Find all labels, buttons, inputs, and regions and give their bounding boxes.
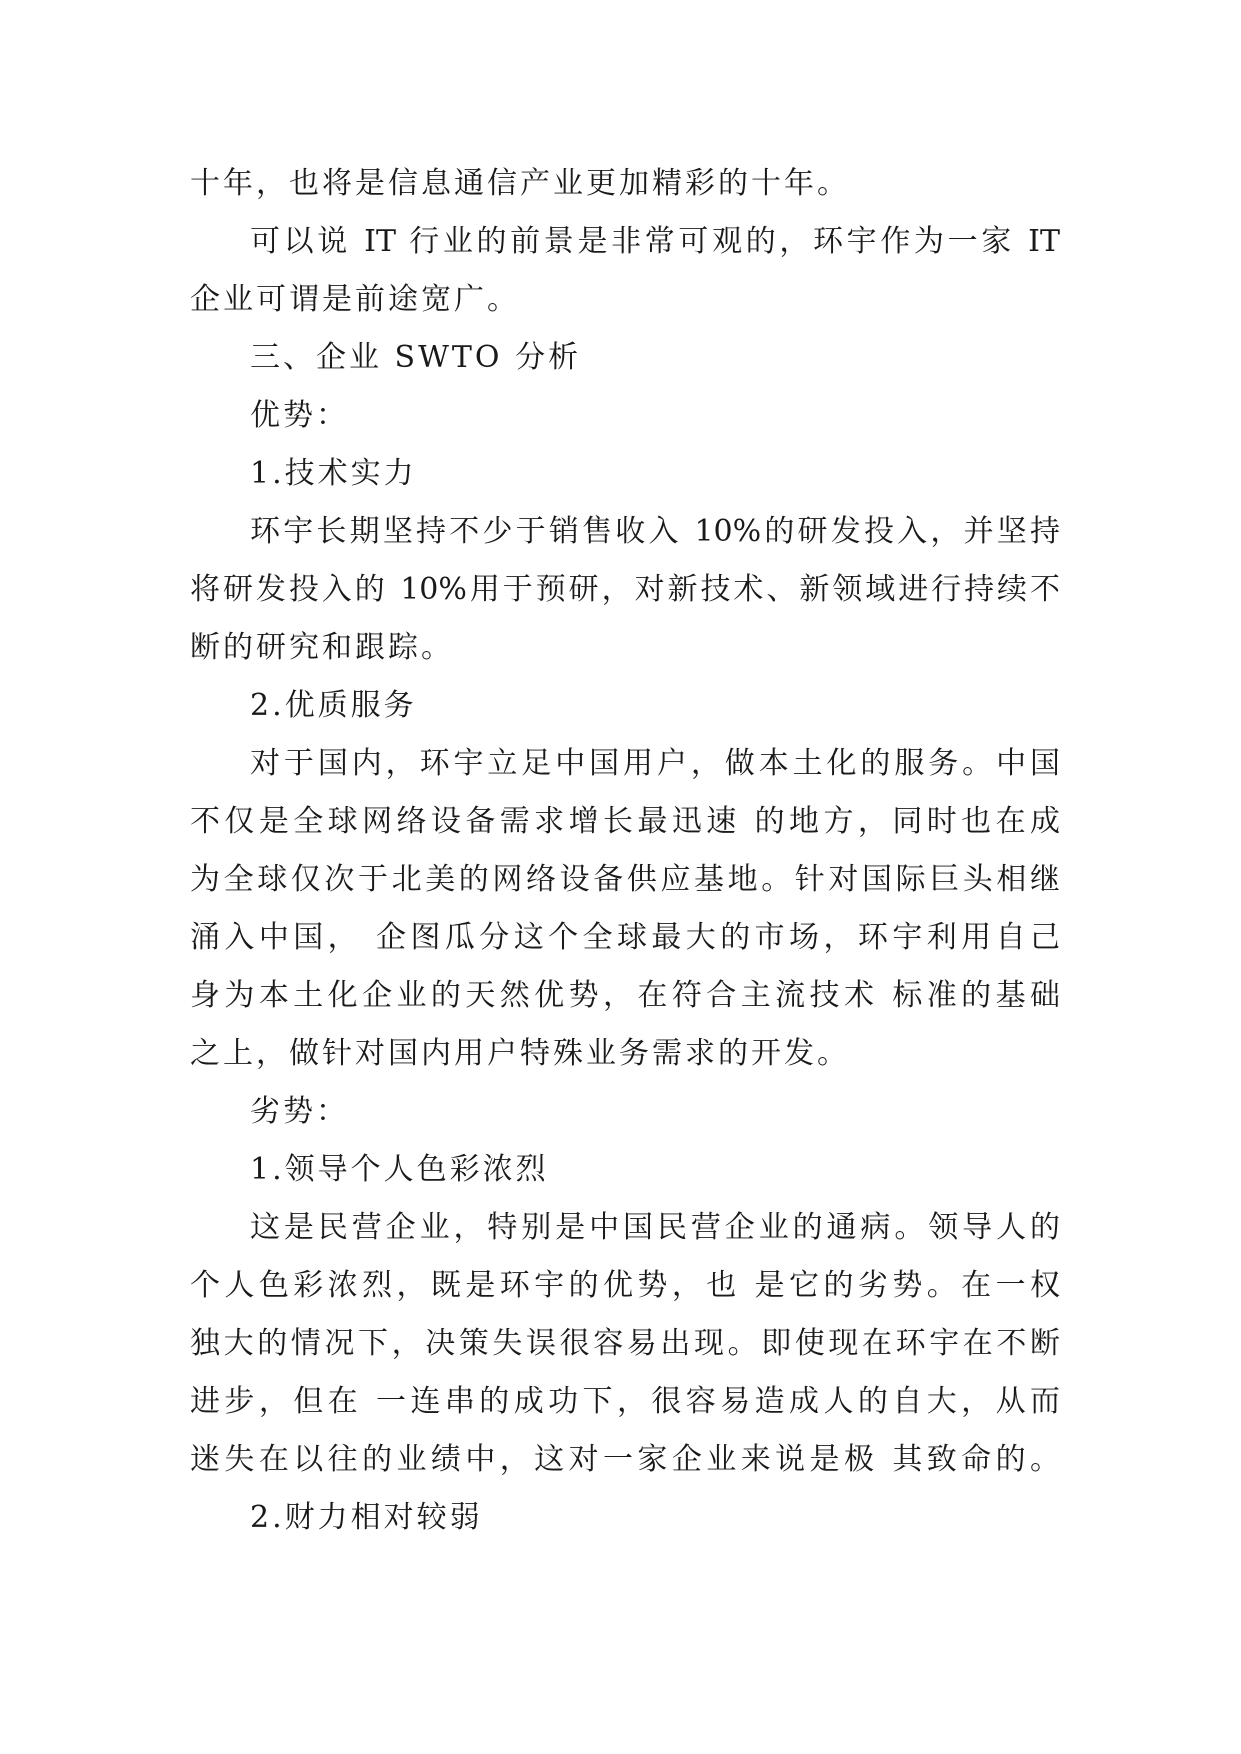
item-heading: 1.技术实力 — [250, 456, 417, 491]
text-line: 迷失在以往的业绩中，这对一家企业来说是极 其致命的。 — [190, 1442, 1060, 1477]
text-line: 为全球仅次于北美的网络设备供应基地。针对国际巨头相继 — [190, 862, 1060, 897]
text-line: 之上，做针对国内用户特殊业务需求的开发。 — [190, 1036, 850, 1071]
text-line: 独大的情况下，决策失误很容易出现。即使现在环宇在不断 — [190, 1326, 1060, 1361]
text-line: 十年，也将是信息通信产业更加精彩的十年。 — [190, 166, 850, 201]
item-heading: 2.优质服务 — [250, 688, 417, 723]
text-line: 断的研究和跟踪。 — [190, 630, 454, 665]
subsection-heading: 优势： — [250, 398, 349, 433]
item-heading: 1.领导个人色彩浓烈 — [250, 1152, 549, 1187]
text-line: 环宇长期坚持不少于销售收入 10%的研发投入，并坚持 — [250, 514, 1060, 549]
section-heading: 三、企业 SWTO 分析 — [250, 340, 582, 375]
text-line: 可以说 IT 行业的前景是非常可观的，环宇作为一家 IT — [250, 224, 1060, 259]
document-page — [190, 155, 1060, 1547]
text-line: 不仅是全球网络设备需求增长最迅速 的地方，同时也在成 — [190, 804, 1060, 839]
text-line: 涌入中国， 企图瓜分这个全球最大的市场，环宇利用自己 — [190, 920, 1060, 955]
text-line: 身为本土化企业的天然优势，在符合主流技术 标准的基础 — [190, 978, 1060, 1013]
text-line: 将研发投入的 10%用于预研，对新技术、新领域进行持续不 — [190, 572, 1060, 607]
subsection-heading: 劣势： — [250, 1094, 349, 1129]
text-line: 对于国内，环宇立足中国用户，做本土化的服务。中国 — [250, 746, 1060, 781]
text-line: 个人色彩浓烈，既是环宇的优势，也 是它的劣势。在一权 — [190, 1268, 1060, 1303]
text-line: 企业可谓是前途宽广。 — [190, 282, 520, 317]
text-line: 进步，但在 一连串的成功下，很容易造成人的自大，从而 — [190, 1384, 1060, 1419]
item-heading: 2.财力相对较弱 — [250, 1500, 483, 1535]
text-line: 这是民营企业，特别是中国民营企业的通病。领导人的 — [250, 1210, 1060, 1245]
